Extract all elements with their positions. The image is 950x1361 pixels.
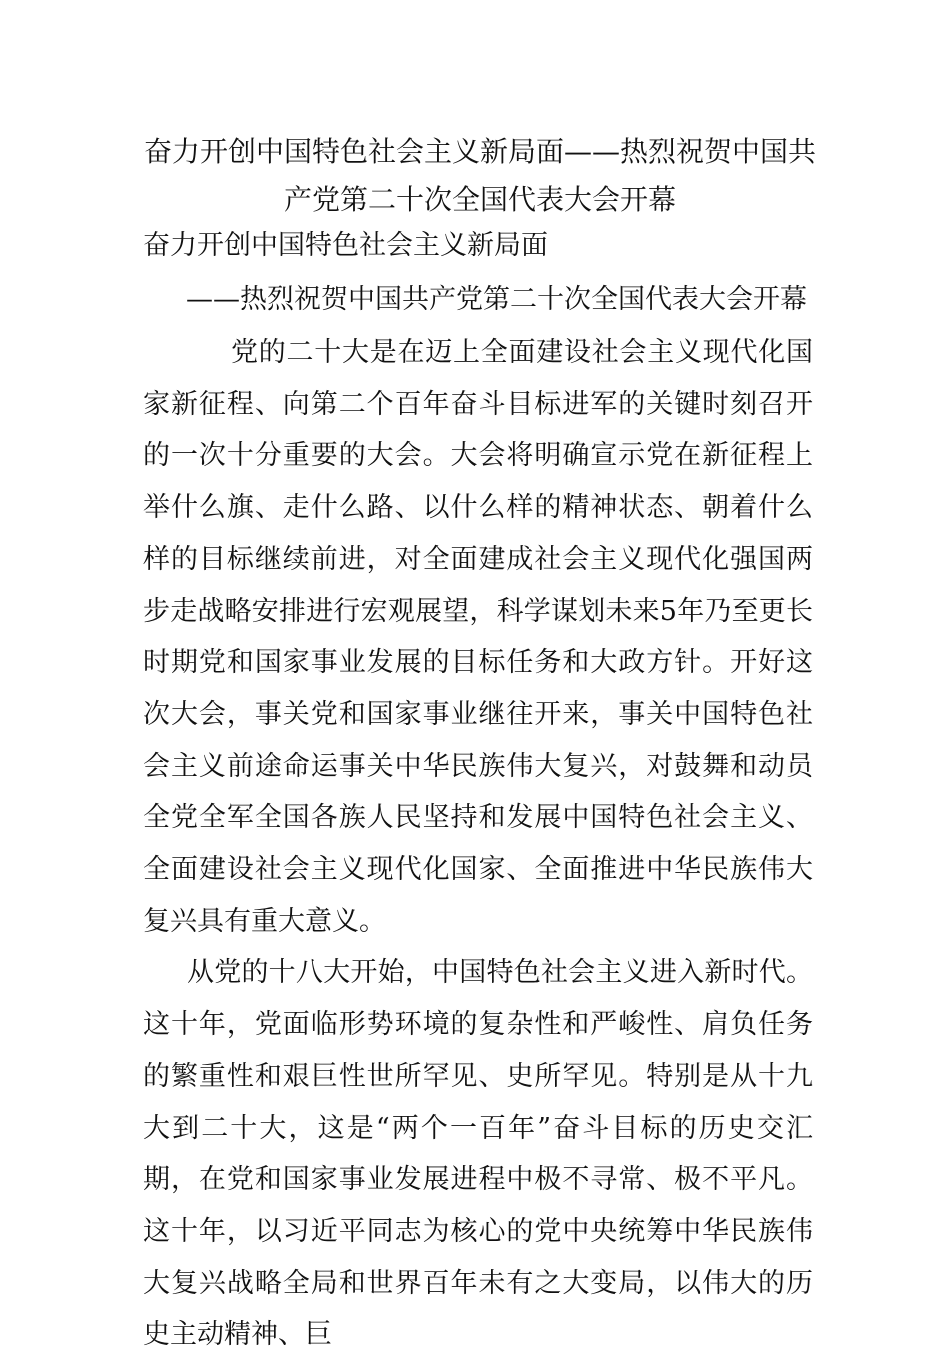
article-subheading: ——热烈祝贺中国共产党第二十次全国代表大会开幕 <box>186 284 807 315</box>
body-paragraph-1: 党的二十大是在迈上全面建设社会主义现代化国家新征程、向第二个百年奋斗目标进军的关键时刻召开的一次十分重要的大会。大会将明确宣示党在新征程上举什么旗、走什么路、以什么样的精神状态、朝着什么样的目标继续前进，对全面建成社会主义现代化强国两步走战略安排进行宏观展望，科学谋划未来5年乃至更长时期党和国家事业发展的目标任务和大政方针。开好这次大会，事关党和国家事业继往开来，事关中国特色社会主义前途命运事关中华民族伟大复兴，对鼓舞和动员全党全军全国各族人民坚持和发展中国特色社会主义、全面建设社会主义现代化国家、全面推进中华民族伟大复兴具有重大意义。 <box>143 337 813 937</box>
body-paragraph-2: 从党的十八大开始，中国特色社会主义进入新时代。这十年，党面临形势环境的复杂性和严峻性、肩负任务的繁重性和艰巨性世所罕见、史所罕见。特别是从十九大到二十大，这是“两个一百年”奋斗目标的历史交汇期，在党和国家事业发展进程中极不寻常、极不平凡。这十年，以习近平同志为核心的党中央统筹中华民族伟大复兴战略全局和世界百年未有之大变局，以伟大的历史主动精神、巨 <box>143 957 813 1351</box>
document-title: 奋力开创中国特色社会主义新局面——热烈祝贺中国共产党第二十次全国代表大会开幕 <box>143 135 816 216</box>
article-body <box>143 327 813 1361</box>
article-heading: 奋力开创中国特色社会主义新局面 <box>143 230 548 261</box>
